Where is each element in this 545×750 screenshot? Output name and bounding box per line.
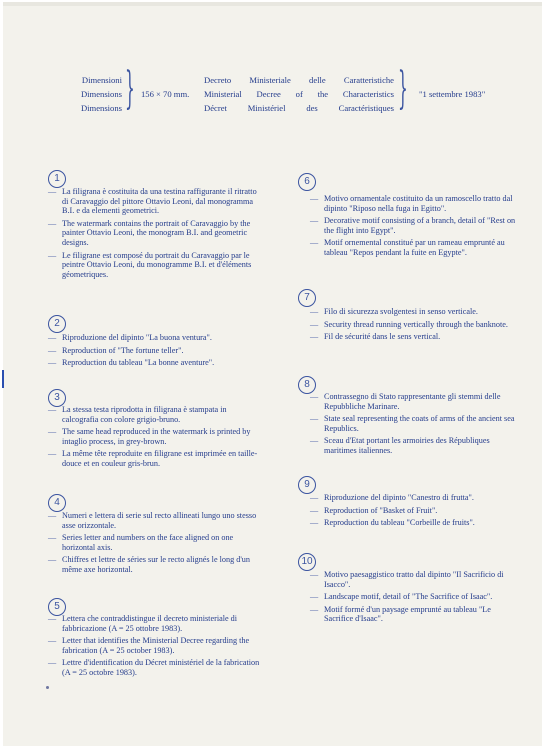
dimensions-label-fr: Dimensions xyxy=(80,103,122,113)
section-9 xyxy=(310,493,522,531)
section-5 xyxy=(48,614,260,681)
section-6-item-en: — Decorative motif consisting of a branch, detail of "Rest on the flight into Egypt". xyxy=(310,216,522,235)
section-1-item-it: — La filigrana è costituita da una testina raffigurante il ritratto di Caravaggio del pittore Ottavio Leoni, dal monogramma B.I. e da elementi geometrici. xyxy=(48,187,260,216)
section-5-item-en: — Letter that identifies the Ministerial Decree regarding the fabrication (A = 25 october 1983). xyxy=(48,636,260,655)
section-3-item-en: — The same head reproduced in the watermark is printed by intaglio process, in grey-brown. xyxy=(48,427,260,446)
section-4 xyxy=(48,511,260,578)
section-number-1: 1 xyxy=(48,170,66,188)
section-number-9: 9 xyxy=(298,476,316,494)
section-number-4: 4 xyxy=(48,494,66,512)
section-number-7: 7 xyxy=(298,289,316,307)
right-brace-1: } xyxy=(125,63,135,114)
section-number-10: 10 xyxy=(298,553,316,571)
decree-date: "1 settembre 1983" xyxy=(419,89,486,99)
section-10-item-en: — Landscape motif, detail of "The Sacrifice of Isaac". xyxy=(310,592,522,602)
size-value: 156 × 70 mm. xyxy=(141,89,190,99)
section-4-item-it: — Numeri e lettera di serie sul recto allineati lungo uno stesso asse orizzontale. xyxy=(48,511,260,530)
ink-mark xyxy=(2,370,4,388)
section-2-item-en: — Reproduction of "The fortune teller". xyxy=(48,346,260,356)
section-2 xyxy=(48,333,260,371)
section-7-item-fr: — Fil de sécurité dans le sens vertical. xyxy=(310,332,522,342)
section-9-item-en: — Reproduction of "Basket of Fruit". xyxy=(310,506,522,516)
section-9-item-it: — Riproduzione del dipinto "Canestro di frutta". xyxy=(310,493,522,503)
dimensions-labels xyxy=(70,73,122,115)
section-8-item-it: — Contrassegno di Stato rappresentante gli stemmi delle Repubbliche Marinare. xyxy=(310,392,522,411)
section-3 xyxy=(48,405,260,472)
section-number-6: 6 xyxy=(298,173,316,191)
decree-lines xyxy=(204,73,394,115)
section-8-item-en: — State seal representing the coats of arms of the ancient sea Republics. xyxy=(310,414,522,433)
dimensions-label-en: Dimensions xyxy=(80,89,122,99)
section-3-item-it: — La stessa testa riprodotta in filigrana è stampata in calcografia con colore grigio-bruno. xyxy=(48,405,260,424)
section-1-item-en: — The watermark contains the portrait of Caravaggio by the painter Ottavio Leoni, the monogram B.I. and geometric designs. xyxy=(48,219,260,248)
section-3-item-fr: — La même tête reproduite en filigrane est imprimée en taille-douce et en couleur gris-brun. xyxy=(48,449,260,468)
section-number-5: 5 xyxy=(48,598,66,616)
section-4-item-fr: — Chiffres et lettre de séries sur le recto alignés le long d'un même axe horizontal. xyxy=(48,555,260,574)
section-number-3: 3 xyxy=(48,389,66,407)
decree-line-it: Decreto Ministeriale delle Caratteristiche xyxy=(204,75,394,85)
right-brace-2: } xyxy=(398,63,408,114)
section-4-item-en: — Series letter and numbers on the face aligned on one horizontal axis. xyxy=(48,533,260,552)
section-5-item-fr: — Lettre d'identification du Décret ministériel de la fabrication (A = 25 octobre 1983). xyxy=(48,658,260,677)
section-1 xyxy=(48,187,260,282)
ink-dot xyxy=(46,686,49,689)
section-8 xyxy=(310,392,522,459)
section-6-item-it: — Motivo ornamentale costituito da un ramoscello tratto dal dipinto "Riposo nella fuga in Egitto". xyxy=(310,194,522,213)
paper-top-edge xyxy=(3,2,543,6)
section-7 xyxy=(310,307,522,345)
section-8-item-fr: — Sceau d'Etat portant les armoiries des Républiques maritimes italiennes. xyxy=(310,436,522,455)
section-6-item-fr: — Motif ornemental constitué par un rameau emprunté au tableau "Repos pendant la fuite en Egypte". xyxy=(310,238,522,257)
section-2-item-it: — Riproduzione del dipinto "La buona ventura". xyxy=(48,333,260,343)
section-number-2: 2 xyxy=(48,315,66,333)
section-number-8: 8 xyxy=(298,376,316,394)
decree-line-fr: Décret Ministériel des Caractéristiques xyxy=(204,103,394,113)
section-10-item-fr: — Motif formé d'un paysage emprunté au tableau "Le Sacrifice d'Isaac". xyxy=(310,605,522,624)
section-7-item-en: — Security thread running vertically through the banknote. xyxy=(310,320,522,330)
dimensions-label-it: Dimensioni xyxy=(81,75,122,85)
section-10 xyxy=(310,570,522,627)
section-6 xyxy=(310,194,522,261)
section-2-item-fr: — Reproduction du tableau "La bonne aventure". xyxy=(48,358,260,368)
section-9-item-fr: — Reproduction du tableau "Corbeille de fruits". xyxy=(310,518,522,528)
section-7-item-it: — Filo di sicurezza svolgentesi in senso verticale. xyxy=(310,307,522,317)
decree-line-en: Ministerial Decree of the Characteristics xyxy=(204,89,394,99)
section-1-item-fr: — Le filigrane est composé du portrait du Caravaggio par le peintre Ottavio Leoni, du monogramme B.I. et d'éléments géometriques. xyxy=(48,251,260,280)
section-10-item-it: — Motivo paesaggistico tratto dal dipinto "Il Sacrificio di Isacco". xyxy=(310,570,522,589)
section-5-item-it: — Lettera che contraddistingue il decreto ministeriale di fabbricazione (A = 25 ottobre 1983). xyxy=(48,614,260,633)
